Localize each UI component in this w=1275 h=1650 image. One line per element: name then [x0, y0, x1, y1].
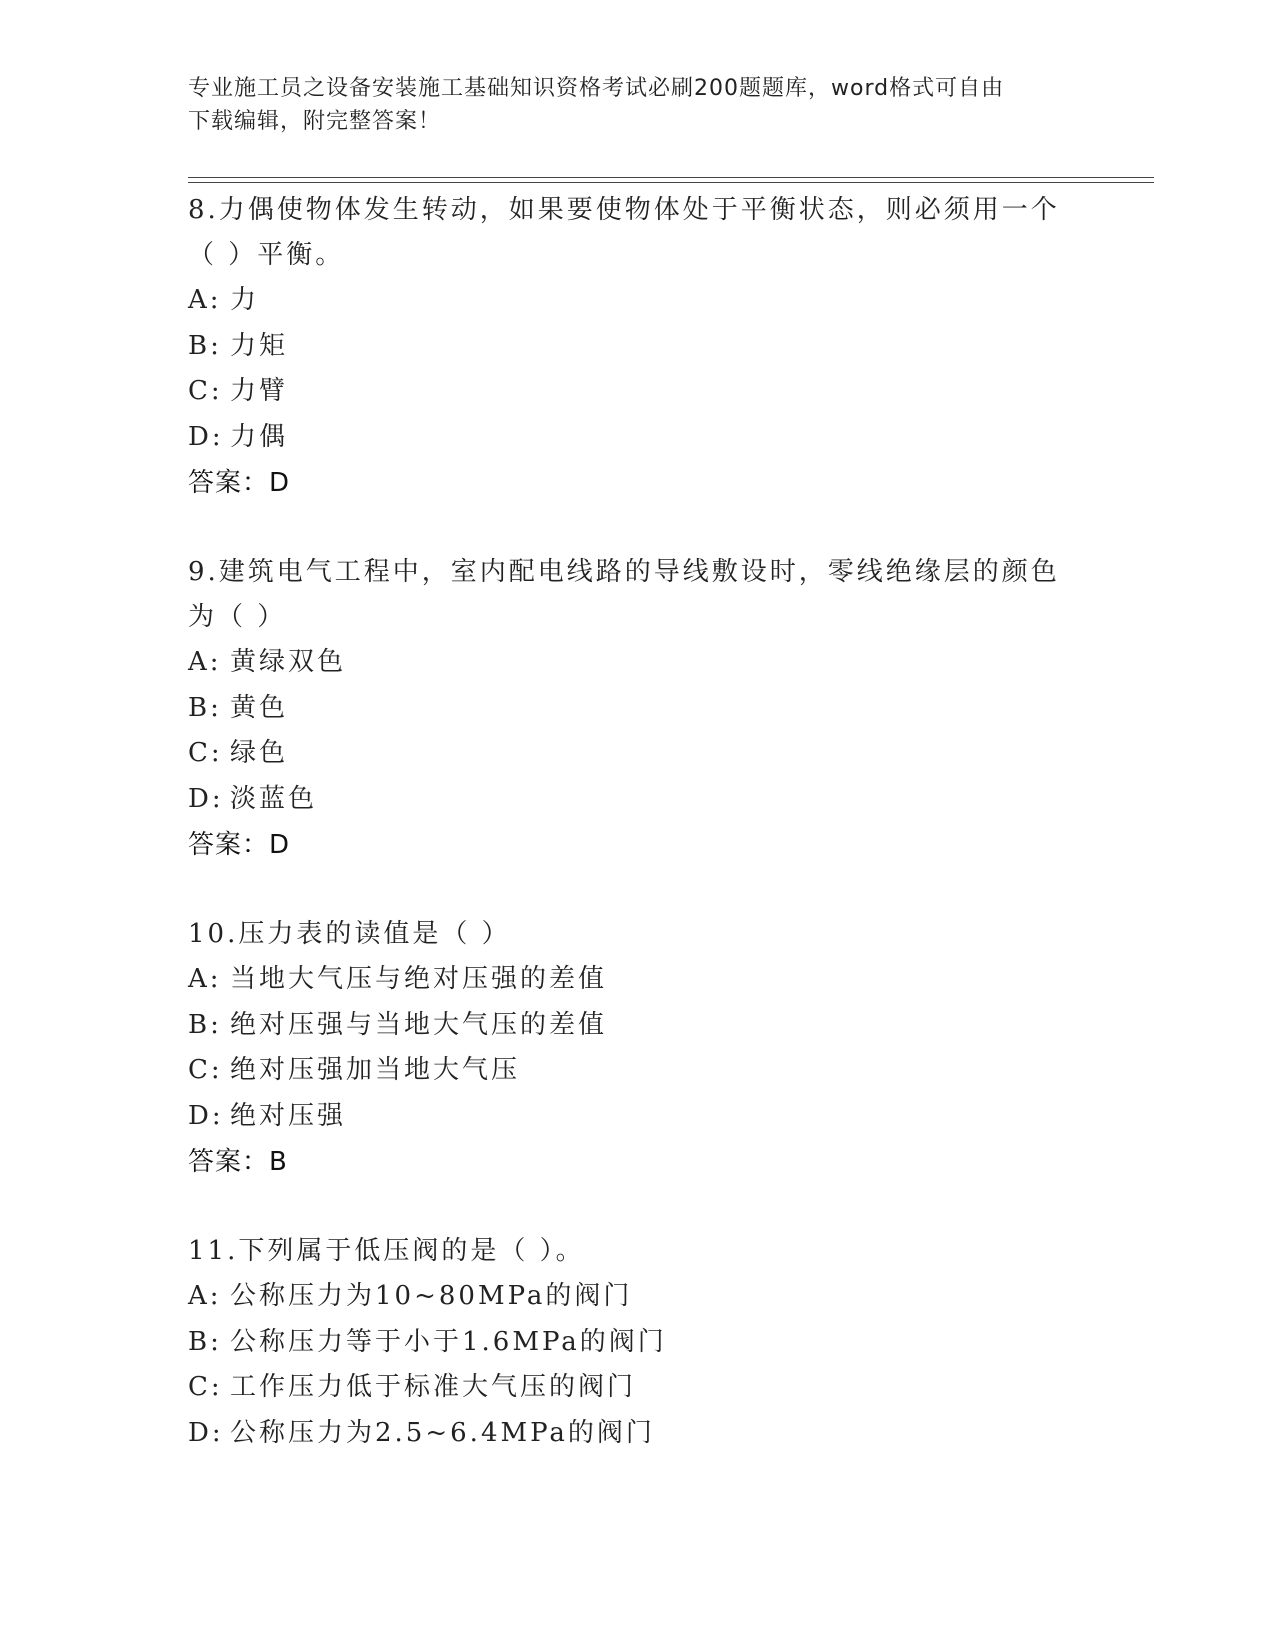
- option-label: C:: [188, 738, 223, 768]
- option-label: C:: [188, 1055, 223, 1085]
- option-text: 工作压力低于标准大气压的阀门: [230, 1372, 637, 1402]
- answer-line: 答案：B: [188, 1147, 288, 1177]
- option-label: B:: [188, 692, 222, 723]
- question-stem-continued: 为（ ）: [188, 602, 287, 632]
- option-text: 绝对压强: [230, 1100, 347, 1131]
- option-label: A:: [188, 285, 222, 315]
- option-text: 力臂: [230, 376, 289, 406]
- option-label: A:: [188, 647, 222, 677]
- option-c: [188, 369, 1108, 415]
- option-text: 黄绿双色: [230, 647, 347, 677]
- option-text: 公称压力为2.5~6.4MPa的阀门: [230, 1417, 655, 1448]
- option-label: A:: [188, 1281, 222, 1311]
- header-divider-top: [188, 177, 1154, 178]
- question-10: [188, 912, 1108, 1185]
- question-9: [188, 550, 1108, 868]
- question-stem: 8.力偶使物体发生转动，如果要使物体处于平衡状态，则必须用一个: [188, 195, 1060, 225]
- option-a: [188, 957, 1108, 1003]
- option-b: [188, 324, 1108, 370]
- option-text: 绿色: [230, 738, 289, 768]
- option-label: D:: [188, 421, 224, 452]
- option-text: 力偶: [230, 421, 289, 452]
- option-b: [188, 686, 1108, 732]
- document-header: [188, 72, 1068, 138]
- option-text: 公称压力等于小于1.6MPa的阀门: [230, 1326, 667, 1357]
- option-label: A:: [188, 964, 222, 994]
- option-a: [188, 640, 1108, 686]
- option-label: B:: [188, 1326, 222, 1357]
- question-stem: 9.建筑电气工程中，室内配电线路的导线敷设时，零线绝缘层的颜色: [188, 557, 1060, 587]
- question-8: [188, 188, 1108, 506]
- question-stem-continued: （ ）平衡。: [188, 240, 345, 270]
- option-b: [188, 1320, 1108, 1366]
- question-list: [188, 188, 1108, 1500]
- option-text: 公称压力为10~80MPa的阀门: [230, 1281, 633, 1311]
- option-label: C:: [188, 376, 223, 406]
- question-11: [188, 1229, 1108, 1456]
- header-line-1: 专业施工员之设备安装施工基础知识资格考试必刷200题题库，word格式可自由: [188, 76, 1005, 101]
- header-line-2: 下载编辑，附完整答案！: [188, 109, 442, 134]
- option-d: [188, 1411, 1108, 1457]
- option-label: D:: [188, 783, 224, 814]
- option-label: C:: [188, 1372, 223, 1402]
- option-text: 力矩: [230, 330, 289, 361]
- header-divider-bottom: [188, 182, 1154, 183]
- answer-line: 答案：D: [188, 830, 291, 860]
- option-c: [188, 1365, 1108, 1411]
- option-text: 绝对压强加当地大气压: [230, 1055, 521, 1085]
- answer-line: 答案：D: [188, 468, 291, 498]
- option-label: B:: [188, 1009, 222, 1040]
- option-text: 淡蓝色: [230, 783, 318, 814]
- question-stem: 11.下列属于低压阀的是（ ）。: [188, 1236, 585, 1266]
- option-a: [188, 1274, 1108, 1320]
- option-text: 力: [230, 285, 260, 315]
- option-d: [188, 777, 1108, 823]
- option-label: D:: [188, 1100, 224, 1131]
- option-label: B:: [188, 330, 222, 361]
- option-label: D:: [188, 1417, 224, 1448]
- option-a: [188, 278, 1108, 324]
- option-b: [188, 1003, 1108, 1049]
- option-text: 绝对压强与当地大气压的差值: [230, 1009, 608, 1040]
- option-text: 黄色: [230, 692, 289, 723]
- option-text: 当地大气压与绝对压强的差值: [230, 964, 608, 994]
- option-c: [188, 731, 1108, 777]
- question-stem: 10.压力表的读值是（ ）: [188, 919, 511, 949]
- option-d: [188, 1094, 1108, 1140]
- option-c: [188, 1048, 1108, 1094]
- option-d: [188, 415, 1108, 461]
